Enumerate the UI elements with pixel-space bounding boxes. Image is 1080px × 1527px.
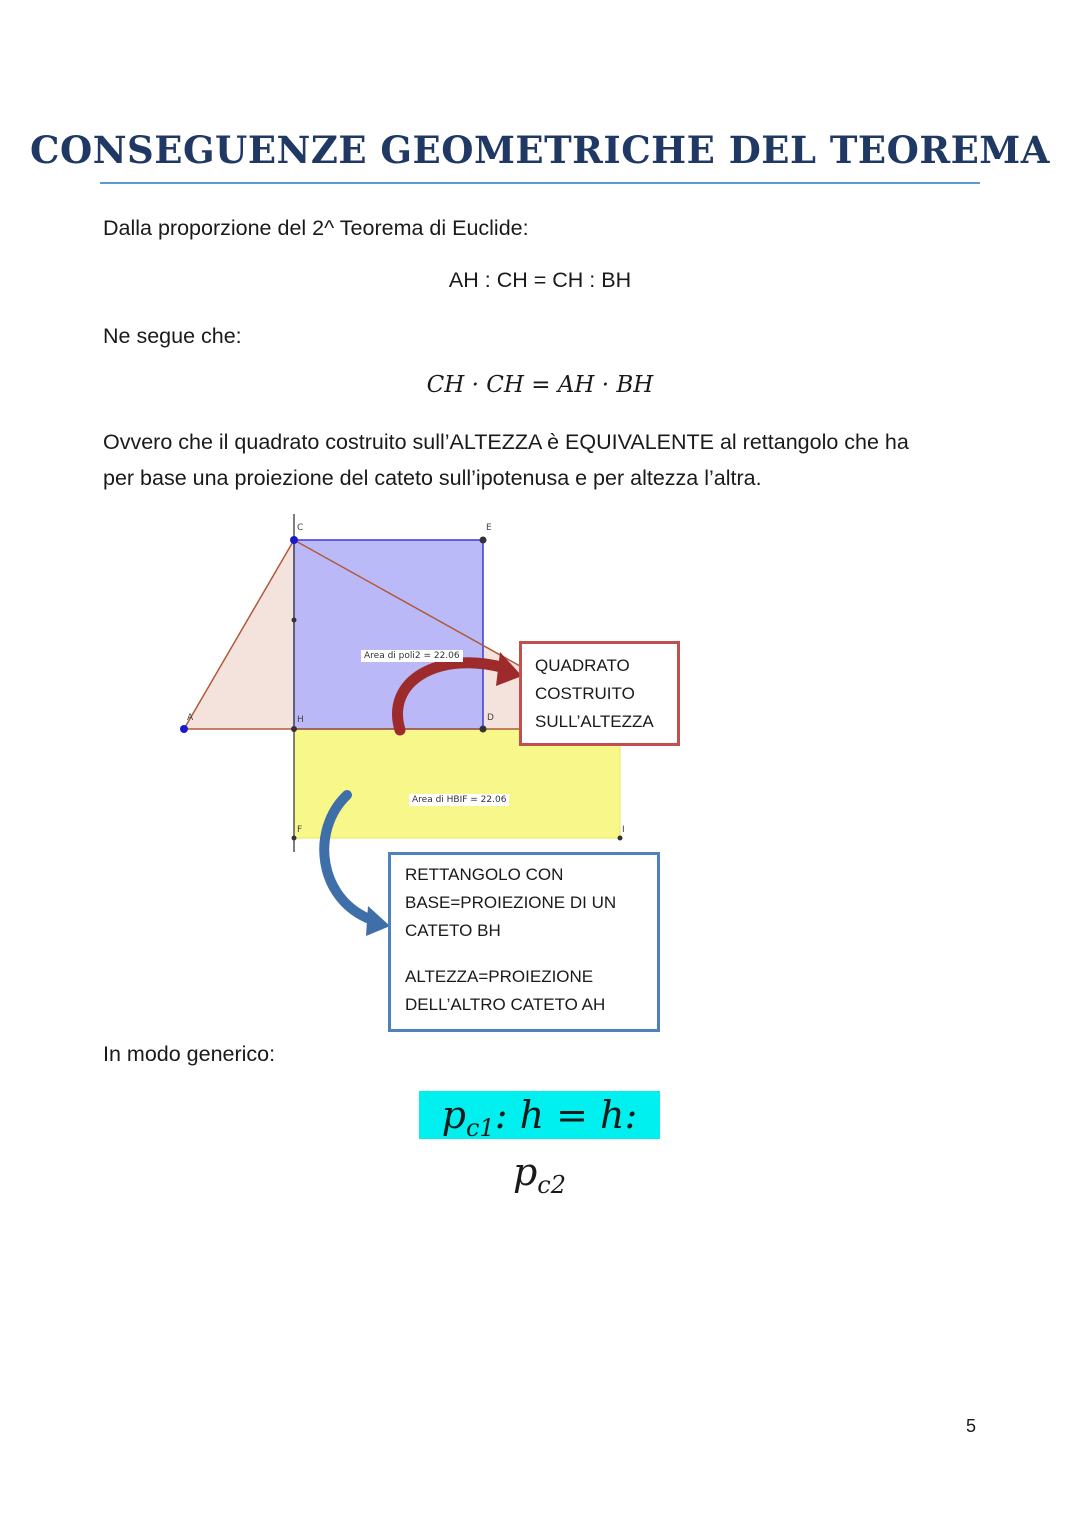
formula-p1-sub: c1	[465, 1114, 495, 1142]
callout-rect-line-5: DELL’ALTRO CATETO AH	[405, 995, 606, 1014]
explanation-line-1: Ovvero che il quadrato costruito sull’ALTEZZA è EQUIVALENTE al rettangolo che ha	[103, 430, 909, 454]
label-h: H	[297, 715, 304, 725]
label-a: A	[187, 713, 194, 723]
callout-rectangle	[388, 852, 660, 1032]
callout-square-line-3: SULL’ALTEZZA	[535, 712, 654, 731]
callout-square-line-1: QUADRATO	[535, 656, 630, 675]
label-d: D	[487, 713, 494, 723]
generic-label: In modo generico:	[103, 1042, 276, 1066]
rect-area-label: Area di HBIF = 22.06	[409, 794, 509, 806]
point-i	[618, 836, 623, 841]
label-f: F	[297, 825, 303, 835]
page-title: CONSEGUENZE GEOMETRICHE DEL TEOREMA	[30, 128, 1050, 172]
callout-square	[519, 641, 680, 746]
callout-square-line-2: COSTRUITO	[535, 684, 635, 703]
consequence-label: Ne segue che:	[103, 324, 242, 348]
label-c: C	[297, 523, 304, 533]
square-on-height	[294, 540, 483, 729]
callout-rect-line-2: BASE=PROIEZIONE DI UN	[405, 893, 617, 912]
callout-rect-line-1: RETTANGOLO CON	[405, 865, 564, 884]
formula-p2: p	[512, 1150, 538, 1194]
point-h	[291, 726, 297, 732]
point-e	[480, 537, 487, 544]
formula-middle: : h = h:	[494, 1093, 638, 1137]
square-area-label: Area di poli2 = 22.06	[361, 650, 463, 662]
generic-formula	[419, 1093, 660, 1207]
formula-p1: p	[441, 1093, 466, 1137]
arrow-blue-head	[366, 906, 390, 936]
midpoint-marker	[292, 618, 297, 623]
point-a	[180, 725, 188, 733]
formula-p2-sub: c2	[537, 1171, 567, 1199]
explanation-line-2: per base una proiezione del cateto sull’ipotenusa e per altezza l’altra.	[103, 466, 762, 490]
label-i: I	[622, 825, 625, 835]
point-c	[290, 536, 298, 544]
page-number: 5	[966, 1416, 977, 1436]
equation-text: CH · CH = AH · BH	[426, 372, 654, 398]
point-d	[480, 726, 487, 733]
intro-text: Dalla proporzione del 2^ Teorema di Euclide:	[103, 216, 529, 240]
label-e: E	[486, 523, 492, 533]
proportion-text: AH : CH = CH : BH	[448, 268, 632, 292]
callout-rect-line-4: ALTEZZA=PROIEZIONE	[405, 967, 594, 986]
callout-rect-line-3: CATETO BH	[405, 921, 501, 940]
point-f	[292, 836, 297, 841]
